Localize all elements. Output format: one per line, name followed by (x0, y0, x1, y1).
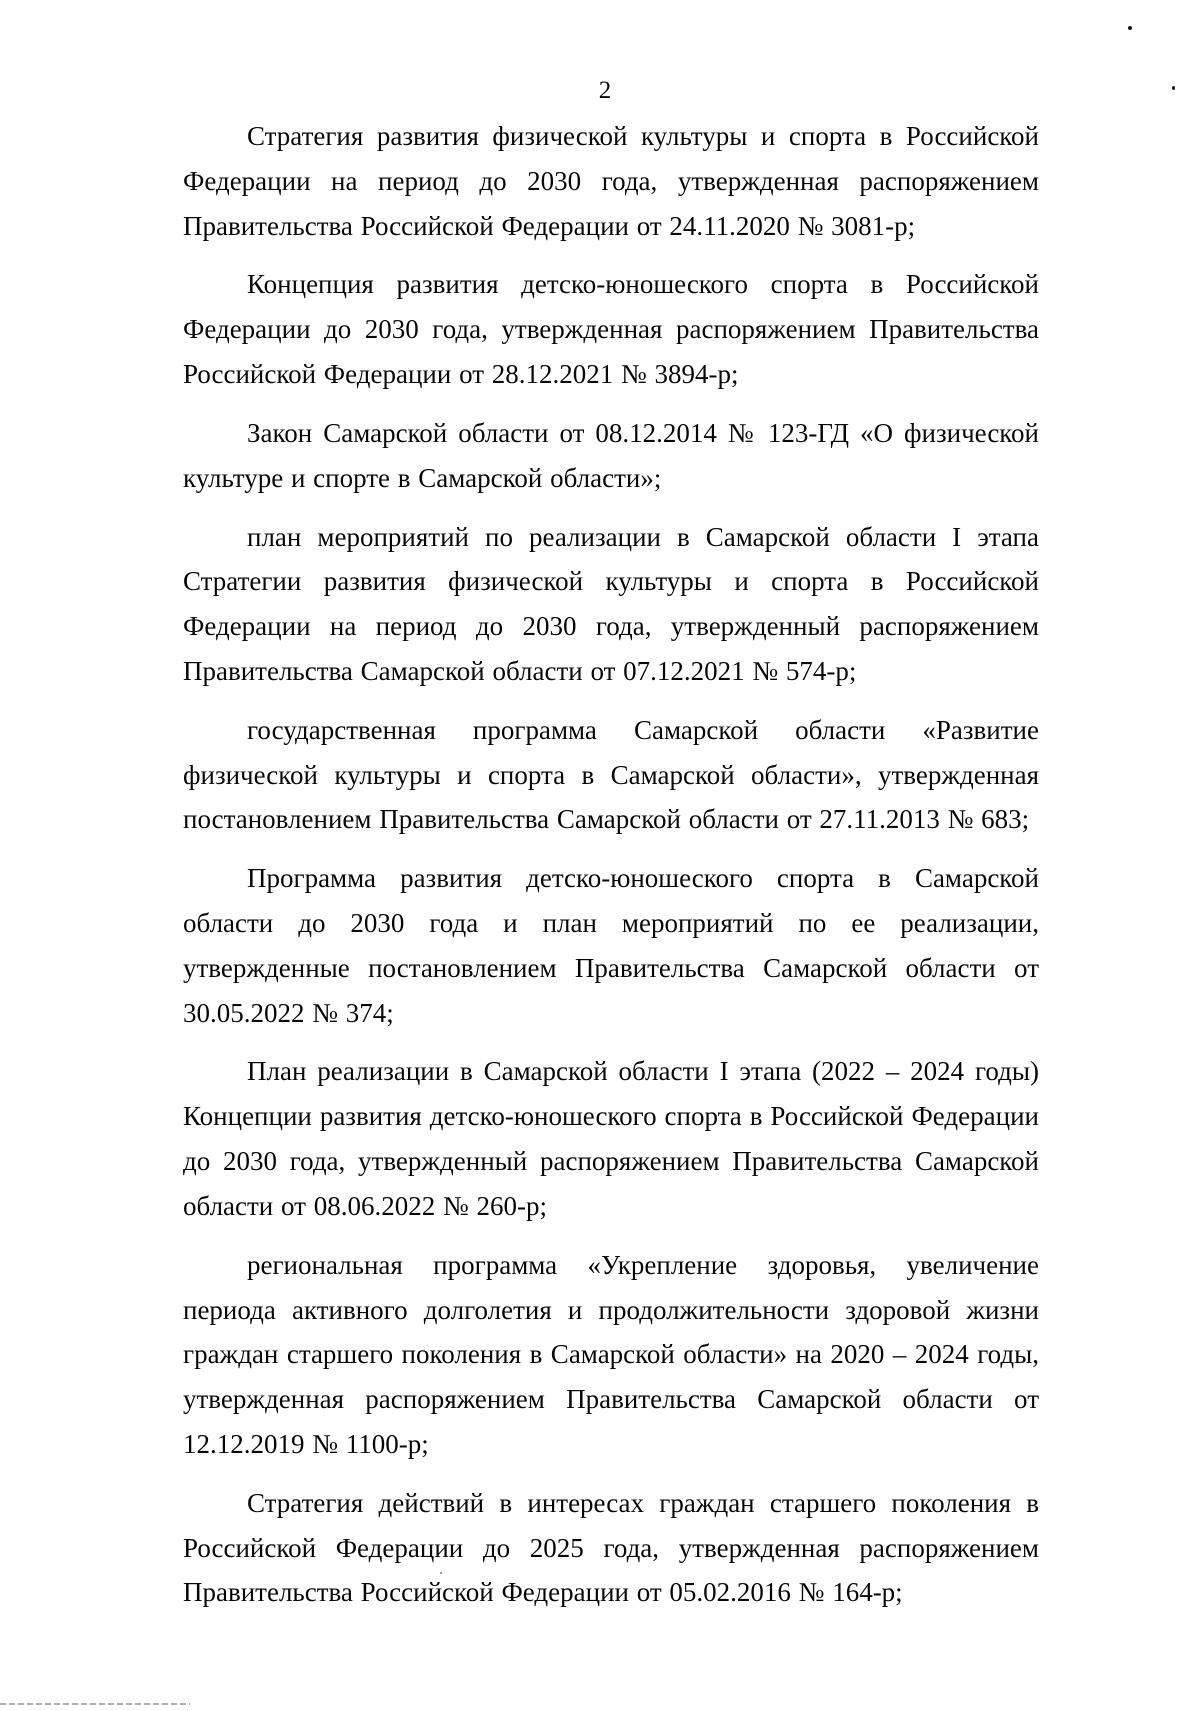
paragraph-senior-citizens-strategy: Стратегия действий в интересах граждан старшего поколения в Российской Федерации до 2025 года, утвержденная распоряжением Правительства Российской Федерации от 05.02.2016 № 164-р; (183, 1487, 1039, 1608)
paragraph-strategy-stage-one-plan: план мероприятий по реализации в Самарской области I этапа Стратегии развития физической культуры и спорта в Российской Федерации на период до 2030 года, утвержденный распоряжением Правительства Самарской области от 07.12.2021 № 574-р; (183, 521, 1039, 686)
paragraph-sport-strategy-2030: Стратегия развития физической культуры и спорта в Российской Федерации на период до 2030 года, утвержденная распоряжением Правительства Российской Федерации от 24.11.2020 № 3081-р; (183, 121, 1039, 241)
scan-speck (1128, 26, 1132, 30)
paragraph-samara-sport-law: Закон Самарской области от 08.12.2014 № 123-ГД «О физической культуре и спорте в Самарской области»; (183, 417, 1039, 493)
document-body (183, 114, 1039, 1629)
paragraph-youth-sport-program: Программа развития детско-юношеского спорта в Самарской области до 2030 года и план мероприятий по ее реализации, утвержденные постановлением Правительства Самарской области от 30.05.2022 № 374; (183, 863, 1039, 1028)
paragraph-concept-stage-one-plan: План реализации в Самарской области I этапа (2022 – 2024 годы) Концепции развития детско-юношеского спорта в Российской Федерации до 2030 года, утвержденный распоряжением Правительства Самарской области от 08.06.2022 № 260-р; (183, 1056, 1039, 1221)
paragraph-youth-sport-concept: Концепция развития детско-юношеского спорта в Российской Федерации до 2030 года, утвержденная распоряжением Правительства Российской Федерации от 28.12.2021 № 3894-р; (183, 269, 1039, 390)
scan-edge-mark (0, 1703, 190, 1705)
paragraph-state-program: государственная программа Самарской области «Развитие физической культуры и спорта в Самарской области», утвержденная постановлением Правительства Самарской области от 27.11.2013 № 683; (183, 714, 1039, 835)
paragraph-active-longevity-program: региональная программа «Укрепление здоровья, увеличение периода активного долголетия и продолжительности здоровой жизни граждан старшего поколения в Самарской области» на 2020 – 2024 годы, утвержденная распоряжением Правительства Самарской области от 12.12.2019 № 1100-р; (183, 1249, 1039, 1459)
page-number: 2 (598, 77, 612, 104)
